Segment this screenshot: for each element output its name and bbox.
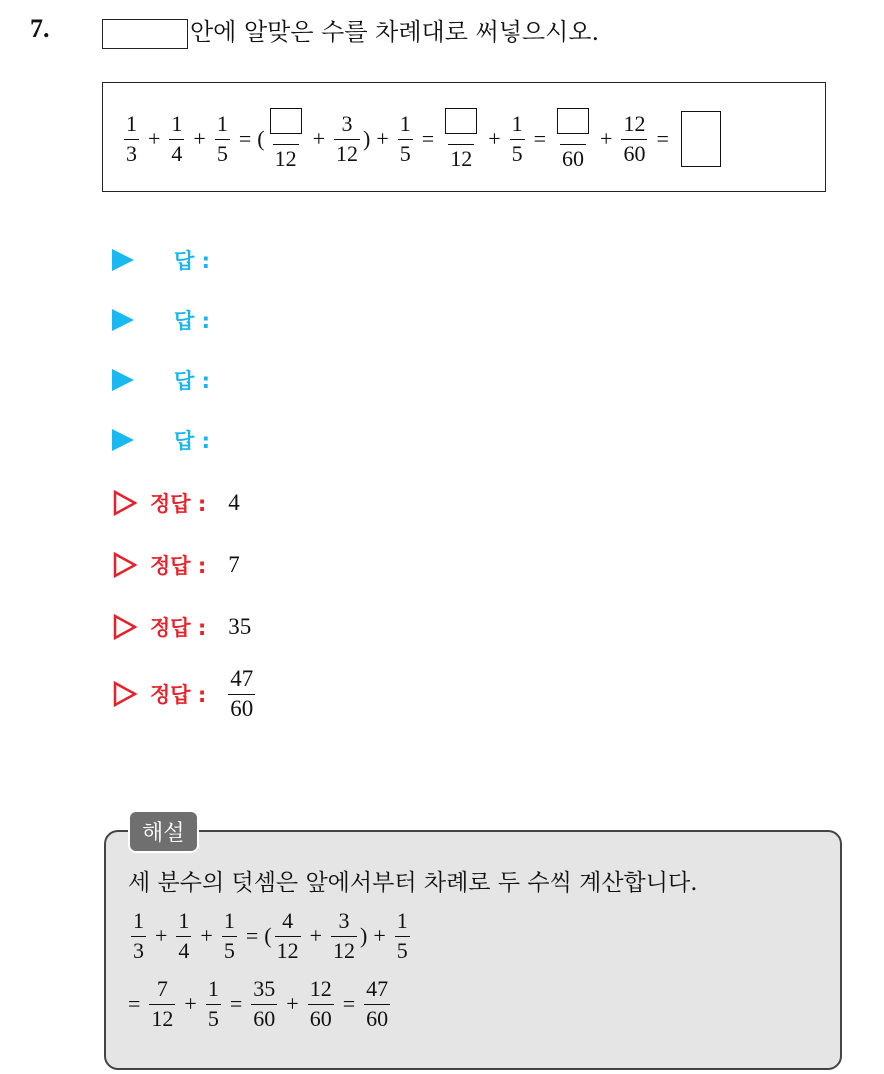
solution-row: [112, 607, 251, 647]
fraction: $\frac{1}{5}$: [511, 111, 523, 166]
plus-sign: +: [488, 126, 501, 151]
paren: ): [363, 126, 371, 151]
triangle-outline-icon: [112, 552, 138, 578]
solution-row: [112, 483, 240, 523]
explanation-equation-1: $\frac{1}{3}$ + $\frac{1}{4}$ + $\frac{1}{5}$ = ( $\frac{4}{12}$ + $\frac{3}{12}$ ) + $\frac{1}{5}$: [133, 908, 408, 963]
answer-label: 답 :: [174, 429, 210, 453]
answer-label: 답 :: [174, 249, 210, 273]
explanation-equation-2: = $\frac{7}{12}$ + $\frac{1}{5}$ = $\frac{35}{60}$ + $\frac{12}{60}$ = $\frac{47}{60}$: [128, 976, 389, 1031]
answer-prompt-row[interactable]: [112, 420, 210, 460]
fraction-blank[interactable]: 12: [443, 108, 479, 171]
solution-label: 정답 :: [150, 683, 207, 707]
question-instruction: [102, 14, 599, 50]
plus-sign: +: [312, 126, 326, 151]
solution-row: [112, 545, 240, 585]
play-arrow-icon: [112, 429, 134, 451]
equals-sign: =: [238, 126, 252, 151]
solution-label: 정답 :: [150, 492, 207, 516]
fraction-blank[interactable]: 12: [268, 108, 304, 171]
triangle-outline-icon: [112, 614, 138, 640]
fraction: $\frac{3}{12}$: [336, 111, 359, 166]
answer-prompt-row[interactable]: [112, 300, 210, 340]
solution-value: 4: [228, 490, 240, 515]
triangle-outline-icon: [112, 681, 138, 707]
fraction-blank[interactable]: 60: [555, 108, 591, 171]
triangle-outline-icon: [112, 490, 138, 516]
fraction: $\frac{1}{5}$: [399, 111, 411, 166]
explanation-tag: 해설: [128, 810, 199, 853]
plus-sign: +: [193, 126, 206, 151]
paren: (: [257, 126, 265, 151]
play-arrow-icon: [112, 249, 134, 271]
answer-prompt-row[interactable]: [112, 240, 210, 280]
equals-sign: =: [533, 126, 547, 151]
equation: [121, 109, 721, 169]
answer-blank-box[interactable]: [681, 111, 721, 167]
answer-prompt-row[interactable]: [112, 360, 210, 400]
play-arrow-icon: [112, 369, 134, 391]
answer-label: 답 :: [174, 369, 210, 393]
plus-sign: +: [376, 126, 389, 151]
solution-label: 정답 :: [150, 554, 207, 578]
question-number: 7.: [30, 14, 50, 43]
equals-sign: =: [421, 126, 435, 151]
plus-sign: +: [600, 126, 613, 151]
equation-box: [102, 82, 826, 192]
solution-label: 정답 :: [150, 616, 207, 640]
fraction: $\frac{1}{4}$: [171, 111, 183, 166]
fraction: $\frac{1}{3}$: [126, 111, 137, 166]
play-arrow-icon: [112, 309, 134, 331]
plus-sign: +: [148, 126, 161, 151]
explanation-text: 세 분수의 덧셈은 앞에서부터 차례로 두 수씩 계산합니다.: [128, 870, 698, 896]
answer-label: 답 :: [174, 309, 210, 333]
solution-fraction: $\frac{47}{60}$: [230, 666, 254, 721]
instruction-text: 안에 알맞은 수를 차례대로 써넣으시오.: [190, 18, 600, 46]
fraction: $\frac{1}{5}$: [216, 111, 228, 166]
blank-box: [102, 19, 188, 49]
solution-value: 7: [228, 552, 240, 577]
solution-row: [112, 663, 258, 725]
equals-sign: =: [656, 126, 669, 151]
solution-value: 35: [228, 614, 252, 639]
fraction: $\frac{12}{60}$: [623, 111, 646, 166]
